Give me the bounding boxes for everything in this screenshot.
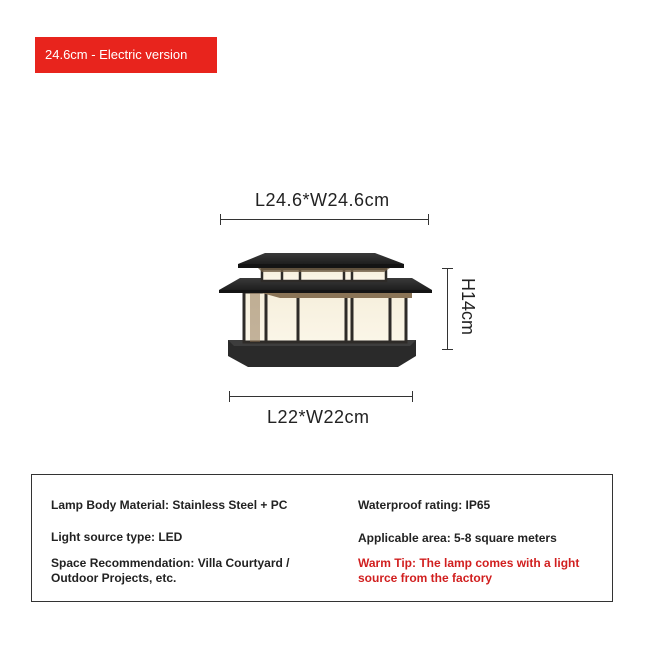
height-label: H14cm — [458, 278, 478, 336]
spec-tip-line2: source from the factory — [358, 571, 493, 585]
top-width-label: L24.6*W24.6cm — [255, 190, 390, 210]
spec-material: Lamp Body Material: Stainless Steel + PC — [51, 498, 288, 512]
version-badge: 24.6cm - Electric version — [35, 37, 217, 73]
spec-space-line2: Outdoor Projects, etc. — [51, 571, 177, 585]
spec-waterproof: Waterproof rating: IP65 — [358, 498, 491, 512]
spec-area: Applicable area: 5-8 square meters — [358, 531, 557, 545]
spec-tip-line1: Warm Tip: The lamp comes with a light — [358, 556, 580, 570]
spec-space-line1: Space Recommendation: Villa Courtyard / — [51, 556, 290, 570]
base-width-label: L22*W22cm — [267, 407, 370, 427]
spec-light-source: Light source type: LED — [51, 530, 183, 544]
